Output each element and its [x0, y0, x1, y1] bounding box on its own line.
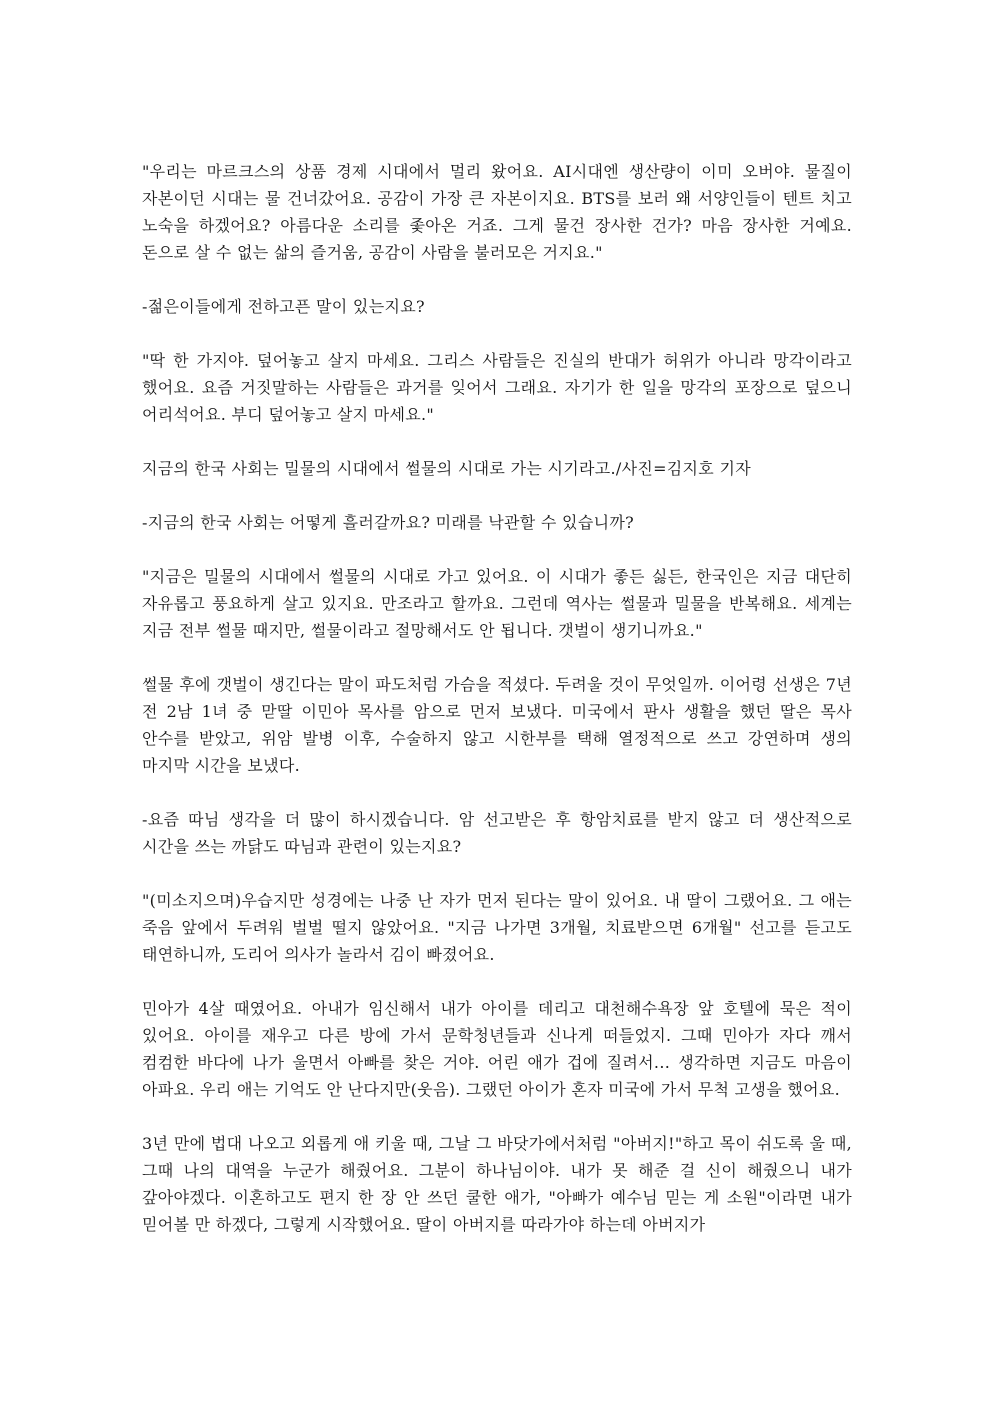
paragraph-quote-dont-cover-up: "딱 한 가지야. 덮어놓고 살지 마세요. 그리스 사람들은 진실의 반대가 허위가 아니라 망각이라고 했어요. 요즘 거짓말하는 사람들은 과거를 잊어서 그래요. 자기가 한 일을 망각의 포장으로 덮으니 어리석어요. 부디 덮어놓고 살지 마세요." [142, 351, 852, 424]
photo-caption: 지금의 한국 사회는 밀물의 시대에서 썰물의 시대로 가는 시기라고./사진=김지호 기자 [142, 459, 751, 478]
paragraph-quote-faith: 3년 만에 법대 나오고 외롭게 애 키울 때, 그날 그 바닷가에서처럼 "아버지!"하고 목이 쉬도록 울 때, 그때 나의 대역을 누군가 해줬어요. 그분이 하나님이야. 내가 못 해준 걸 신이 해줬으니 내가 갚아야겠다. 이혼하고도 편지 한 장 안 쓰던 쿨한 애가, "아빠가 예수님 믿는 게 소원"이라면 내가 믿어볼 만 하겠다, 그렇게 시작했어요. 딸이 아버지를 따라가야 하는데 아버지가 [142, 1134, 852, 1234]
article-body [142, 158, 852, 1265]
paragraph-question-young-people: -젊은이들에게 전하고픈 말이 있는지요? [142, 297, 425, 316]
paragraph-quote-first-and-last: "(미소지으며)우습지만 성경에는 나중 난 자가 먼저 된다는 말이 있어요. 내 딸이 그랬어요. 그 애는 죽음 앞에서 두려워 벌벌 떨지 않았어요. "지금 나가면 3개월, 치료받으면 6개월" 선고를 듣고도 태연하니까, 도리어 의사가 놀라서 김이 빠졌어요. [142, 891, 852, 964]
paragraph-quote-beach-memory: 민아가 4살 때였어요. 아내가 임신해서 내가 아이를 데리고 대천해수욕장 앞 호텔에 묵은 적이 있어요. 아이를 재우고 다른 방에 가서 문학청년들과 신나게 떠들었지. 그때 민아가 자다 깨서 컴컴한 바다에 나가 울면서 아빠를 찾은 거야. 어린 애가 겁에 질려서... 생각하면 지금도 마음이 아파요. 우리 애는 기억도 안 난다지만(웃음). 그랬던 아이가 혼자 미국에 가서 무척 고생을 했어요. [142, 999, 852, 1099]
paragraph-quote-ebb-tide: "지금은 밀물의 시대에서 썰물의 시대로 가고 있어요. 이 시대가 좋든 싫든, 한국인은 지금 대단히 자유롭고 풍요하게 살고 있지요. 만조라고 할까요. 그런데 역사는 썰물과 밀물을 반복해요. 세계는 지금 전부 썰물 때지만, 썰물이라고 절망해서도 안 됩니다. 갯벌이 생기니까요." [142, 567, 852, 640]
paragraph-question-korean-society: -지금의 한국 사회는 어떻게 흘러갈까요? 미래를 낙관할 수 있습니까? [142, 513, 634, 532]
paragraph-quote-ai-era: "우리는 마르크스의 상품 경제 시대에서 멀리 왔어요. AI시대엔 생산량이 이미 오버야. 물질이 자본이던 시대는 물 건너갔어요. 공감이 가장 큰 자본이지요. BTS를 보러 왜 서양인들이 텐트 치고 노숙을 하겠어요? 아름다운 소리를 좇아온 거죠. 그게 물건 장사한 건가? 마음 장사한 거예요. 돈으로 살 수 없는 삶의 즐거움, 공감이 사람을 불러모은 거지요." [142, 162, 852, 262]
paragraph-narration-daughter: 썰물 후에 갯벌이 생긴다는 말이 파도처럼 가슴을 적셨다. 두려울 것이 무엇일까. 이어령 선생은 7년 전 2남 1녀 중 맏딸 이민아 목사를 암으로 먼저 보냈다. 미국에서 판사 생활을 했던 딸은 목사 안수를 받았고, 위암 발병 이후, 수술하지 않고 시한부를 택해 열정적으로 쓰고 강연하며 생의 마지막 시간을 보냈다. [142, 675, 852, 775]
paragraph-question-daughter: -요즘 따님 생각을 더 많이 하시겠습니다. 암 선고받은 후 항암치료를 받지 않고 더 생산적으로 시간을 쓰는 까닭도 따님과 관련이 있는지요? [142, 810, 852, 856]
